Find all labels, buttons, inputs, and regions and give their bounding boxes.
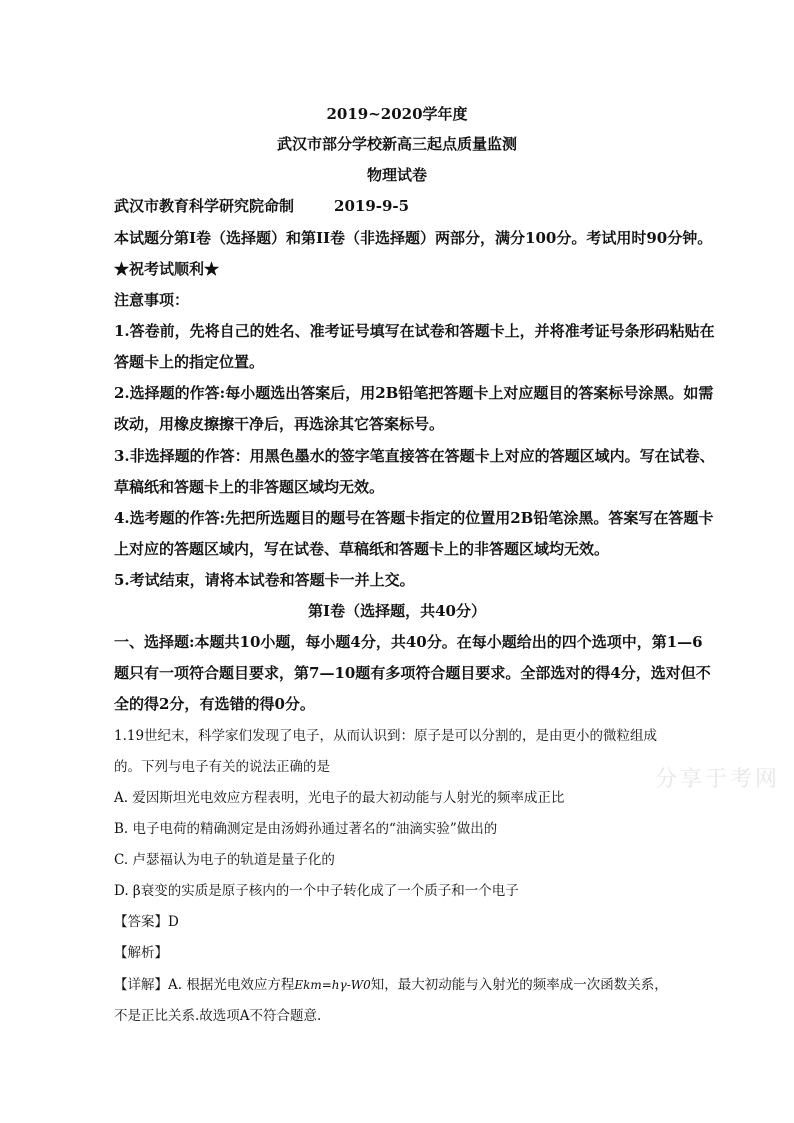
question-1-detail-line-2: 不是正比关系.故选项A不符合题意. <box>114 1008 322 1024</box>
question-1-option-d: D. β衰变的实质是原子核内的一个中子转化成了一个质子和一个电子 <box>114 883 519 899</box>
note-2-line-1: 2.选择题的作答:每小题选出答案后，用2B铅笔把答题卡上对应题目的答案标号涂黑。如需 <box>114 384 714 402</box>
subject-title: 物理试卷 <box>366 166 427 184</box>
question-1-option-b: B. 电子电荷的精确测定是由汤姆孙通过著名的“油滴实验”做出的 <box>114 821 498 837</box>
note-3-line-2: 草稿纸和答题卡上的非答题区域均无效。 <box>114 478 385 496</box>
note-1-line-1: 1.答卷前，先将自己的姓名、准考证号填写在试卷和答题卡上，并将准考证号条形码粘贴在 <box>114 322 715 340</box>
section-1-instructions-line-1: 一、选择题:本题共10小题，每小题4分，共40分。在每小题给出的四个选项中，第1—6 <box>114 633 703 651</box>
question-1-detail-line-1 <box>114 975 684 995</box>
notes-title: 注意事项： <box>114 291 190 309</box>
section-1-title: 第I卷（选择题，共40分） <box>308 602 486 620</box>
note-5: 5.考试结束，请将本试卷和答题卡一并上交。 <box>114 571 415 589</box>
good-luck-wish: ★祝考试顺利★ <box>114 260 220 278</box>
watermark: 分享于考网 <box>655 767 781 792</box>
note-3-line-1: 3.非选择题的作答：用黑色墨水的签字笔直接答在答题卡上对应的答题区域内。写在试卷、 <box>114 447 715 465</box>
institute-line <box>114 196 684 216</box>
question-1-option-a: A. 爱因斯坦光电效应方程表明，光电子的最大初动能与人射光的频率成正比 <box>114 790 565 806</box>
school-year: 2019~2020学年度 <box>326 105 468 123</box>
question-1-stem-line-1: 1.19世纪末，科学家们发现了电子，从而认识到：原子是可以分割的，是由更小的微粒组成 <box>114 728 658 744</box>
section-1-instructions-line-2: 题只有一项符合题目要求，第7—10题有多项符合题目要求。全部选对的得4分，选对但不 <box>114 664 711 682</box>
structure-note: 本试题分第I卷（选择题）和第II卷（非选择题）两部分，满分100分。考试用时90分钟。 <box>114 229 713 247</box>
detail-suffix: 知，最大初动能与入射光的频率成一次函数关系， <box>370 977 668 993</box>
note-4-line-1: 4.选考题的作答:先把所选题目的题号在答题卡指定的位置用2B铅笔涂黑。答案写在答题卡 <box>114 509 714 527</box>
note-2-line-2: 改动，用橡皮擦擦干净后，再选涂其它答案标号。 <box>114 415 445 433</box>
question-1-stem-line-2: 的。下列与电子有关的说法正确的是 <box>114 759 330 775</box>
exam-date: 2019-9-5 <box>334 197 410 215</box>
institute-name: 武汉市教育科学研究院命制 <box>114 197 295 215</box>
section-1-instructions-line-3: 全的得2分，有选错的得0分。 <box>114 695 315 713</box>
exam-title: 武汉市部分学校新高三起点质量监测 <box>276 135 517 153</box>
question-1-answer: 【答案】D <box>114 914 179 930</box>
question-1-option-c: C. 卢瑟福认为电子的轨道是量子化的 <box>114 852 335 868</box>
note-4-line-2: 上对应的答题区域内，写在试卷、草稿纸和答题卡上的非答题区域均无效。 <box>114 540 610 558</box>
detail-prefix: 【详解】A. 根据光电效应方程 <box>114 977 295 993</box>
note-1-line-2: 答题卡上的指定位置。 <box>114 353 265 371</box>
question-1-analysis-label: 【解析】 <box>114 945 168 961</box>
photoelectric-formula: Ekm=hγ-W0 <box>294 978 371 992</box>
